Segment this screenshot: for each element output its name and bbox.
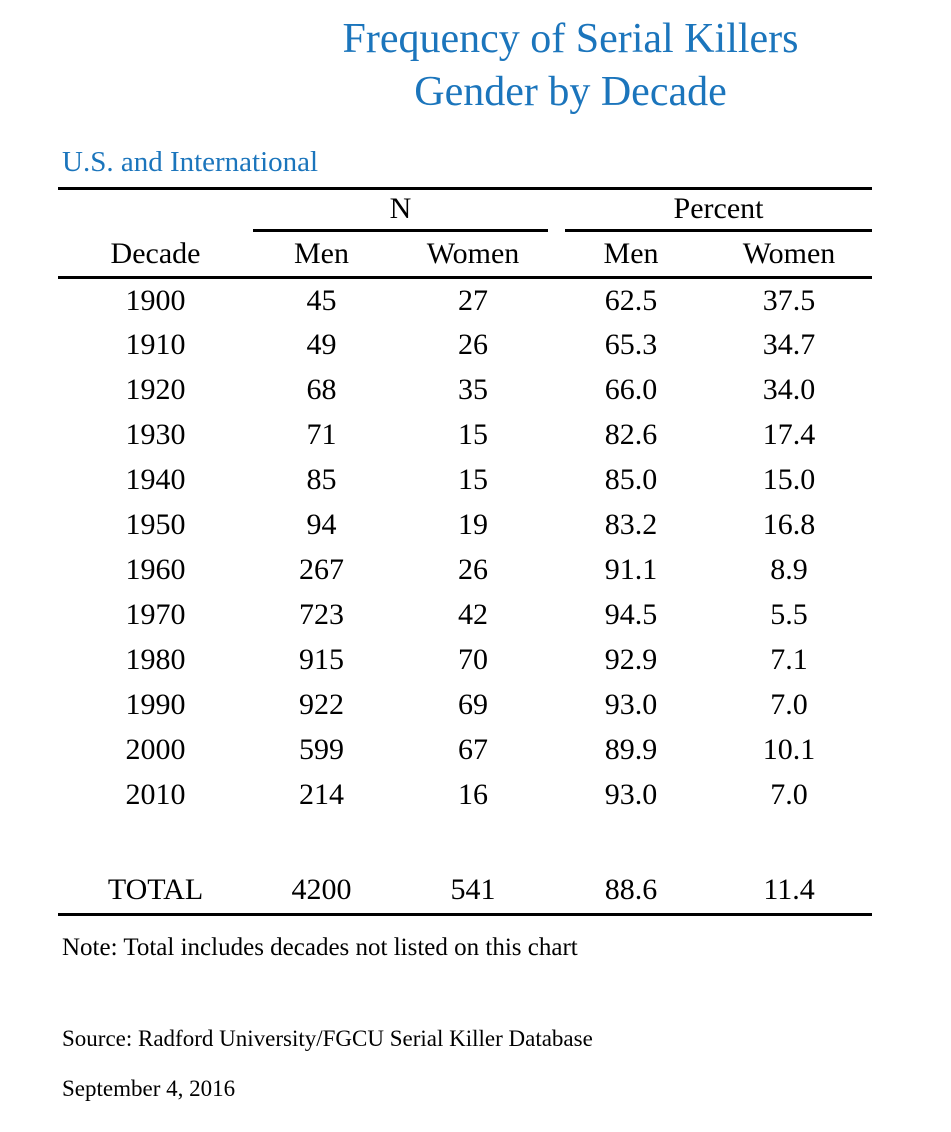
table-row <box>58 548 872 593</box>
cell-pct-men: 91.1 <box>604 553 658 586</box>
cell-decade: 2000 <box>125 733 186 766</box>
table-spacer-row <box>58 818 872 868</box>
cell-decade: 2010 <box>125 778 186 811</box>
table-row <box>58 278 872 323</box>
subtitle: U.S. and International <box>62 146 319 178</box>
cell-n-men: 915 <box>299 643 344 676</box>
group-header-spacer <box>58 189 253 232</box>
cell-pct-women: 15.0 <box>762 463 816 496</box>
col-header-decade: Decade <box>58 232 253 278</box>
cell-n-men: 599 <box>299 733 344 766</box>
cell-n-men: 214 <box>299 778 344 811</box>
col-header-pct-women: Women <box>706 232 872 278</box>
cell-pct-men: 94.5 <box>604 598 658 631</box>
title-line-2: Gender by Decade <box>414 69 727 115</box>
group-header-percent <box>556 189 872 232</box>
cell-pct-women: 5.5 <box>770 598 808 631</box>
cell-n-women: 26 <box>458 553 488 586</box>
col-header-n-men: Men <box>253 232 390 278</box>
table-row <box>58 638 872 683</box>
cell-pct-men: 66.0 <box>604 373 658 406</box>
cell-n-women: 15 <box>458 463 488 496</box>
cell-total-pct-men: 88.6 <box>556 868 706 915</box>
table-row <box>58 728 872 773</box>
cell-n-women: 67 <box>458 733 488 766</box>
cell-decade: 1940 <box>125 463 186 496</box>
cell-total-pct-women: 11.4 <box>706 868 872 915</box>
cell-n-men: 723 <box>299 598 344 631</box>
group-header-percent-label: Percent <box>565 191 872 232</box>
table-row <box>58 458 872 503</box>
table-row <box>58 503 872 548</box>
cell-total-label: TOTAL <box>58 868 253 915</box>
cell-pct-women: 7.1 <box>770 643 808 676</box>
note: Note: Total includes decades not listed on this chart <box>62 934 578 961</box>
cell-decade: 1980 <box>125 643 186 676</box>
table-row <box>58 593 872 638</box>
group-header-row <box>58 189 872 232</box>
cell-pct-men: 89.9 <box>604 733 658 766</box>
cell-pct-men: 62.5 <box>604 283 658 317</box>
cell-pct-men: 93.0 <box>604 778 658 811</box>
spacer-cell <box>58 818 872 868</box>
cell-pct-men: 82.6 <box>604 418 658 451</box>
cell-decade: 1950 <box>125 508 186 541</box>
cell-n-men: 267 <box>299 553 344 586</box>
cell-n-women: 42 <box>458 598 488 631</box>
cell-pct-women: 16.8 <box>762 508 816 541</box>
cell-n-women: 16 <box>458 778 488 811</box>
cell-n-men: 71 <box>306 418 337 451</box>
source: Source: Radford University/FGCU Serial Killer Database <box>62 1026 593 1051</box>
cell-pct-men: 93.0 <box>604 688 658 721</box>
cell-decade: 1970 <box>125 598 186 631</box>
date: September 4, 2016 <box>62 1076 236 1101</box>
col-header-n-women: Women <box>390 232 556 278</box>
cell-n-women: 15 <box>458 418 488 451</box>
cell-decade: 1930 <box>125 418 186 451</box>
cell-pct-women: 7.0 <box>770 778 808 811</box>
cell-decade: 1960 <box>125 553 186 586</box>
cell-n-women: 70 <box>458 643 488 676</box>
cell-n-women: 27 <box>458 283 488 317</box>
cell-n-men: 922 <box>299 688 344 721</box>
cell-total-n-men: 4200 <box>253 868 390 915</box>
table-row <box>58 413 872 458</box>
cell-pct-women: 34.0 <box>762 373 816 406</box>
table-row <box>58 323 872 368</box>
cell-n-men: 49 <box>306 328 337 361</box>
table-row <box>58 683 872 728</box>
group-header-n <box>253 189 556 232</box>
cell-pct-men: 85.0 <box>604 463 658 496</box>
chart-title <box>190 13 951 119</box>
cell-pct-men: 92.9 <box>604 643 658 676</box>
cell-pct-women: 34.7 <box>762 328 816 361</box>
cell-pct-women: 10.1 <box>762 733 816 766</box>
cell-pct-women: 37.5 <box>762 283 816 317</box>
cell-pct-women: 17.4 <box>762 418 816 451</box>
cell-pct-men: 83.2 <box>604 508 658 541</box>
group-header-n-label: N <box>253 191 548 232</box>
cell-pct-men: 65.3 <box>604 328 658 361</box>
cell-pct-women: 7.0 <box>770 688 808 721</box>
cell-n-men: 94 <box>306 508 337 541</box>
cell-pct-women: 8.9 <box>770 553 808 586</box>
cell-n-women: 35 <box>458 373 488 406</box>
table-total-row <box>58 868 872 915</box>
data-table <box>58 187 872 916</box>
col-header-pct-men: Men <box>556 232 706 278</box>
title-line-1: Frequency of Serial Killers <box>342 16 799 62</box>
cell-n-men: 85 <box>306 463 337 496</box>
cell-n-women: 69 <box>458 688 488 721</box>
cell-decade: 1920 <box>125 373 186 406</box>
cell-total-n-women: 541 <box>390 868 556 915</box>
cell-n-men: 68 <box>306 373 337 406</box>
cell-decade: 1990 <box>125 688 186 721</box>
cell-decade: 1900 <box>125 283 186 317</box>
column-header-row <box>58 232 872 278</box>
cell-decade: 1910 <box>125 328 186 361</box>
cell-n-men: 45 <box>306 283 337 317</box>
table-row <box>58 368 872 413</box>
cell-n-women: 19 <box>458 508 488 541</box>
table-row <box>58 773 872 818</box>
cell-n-women: 26 <box>458 328 488 361</box>
